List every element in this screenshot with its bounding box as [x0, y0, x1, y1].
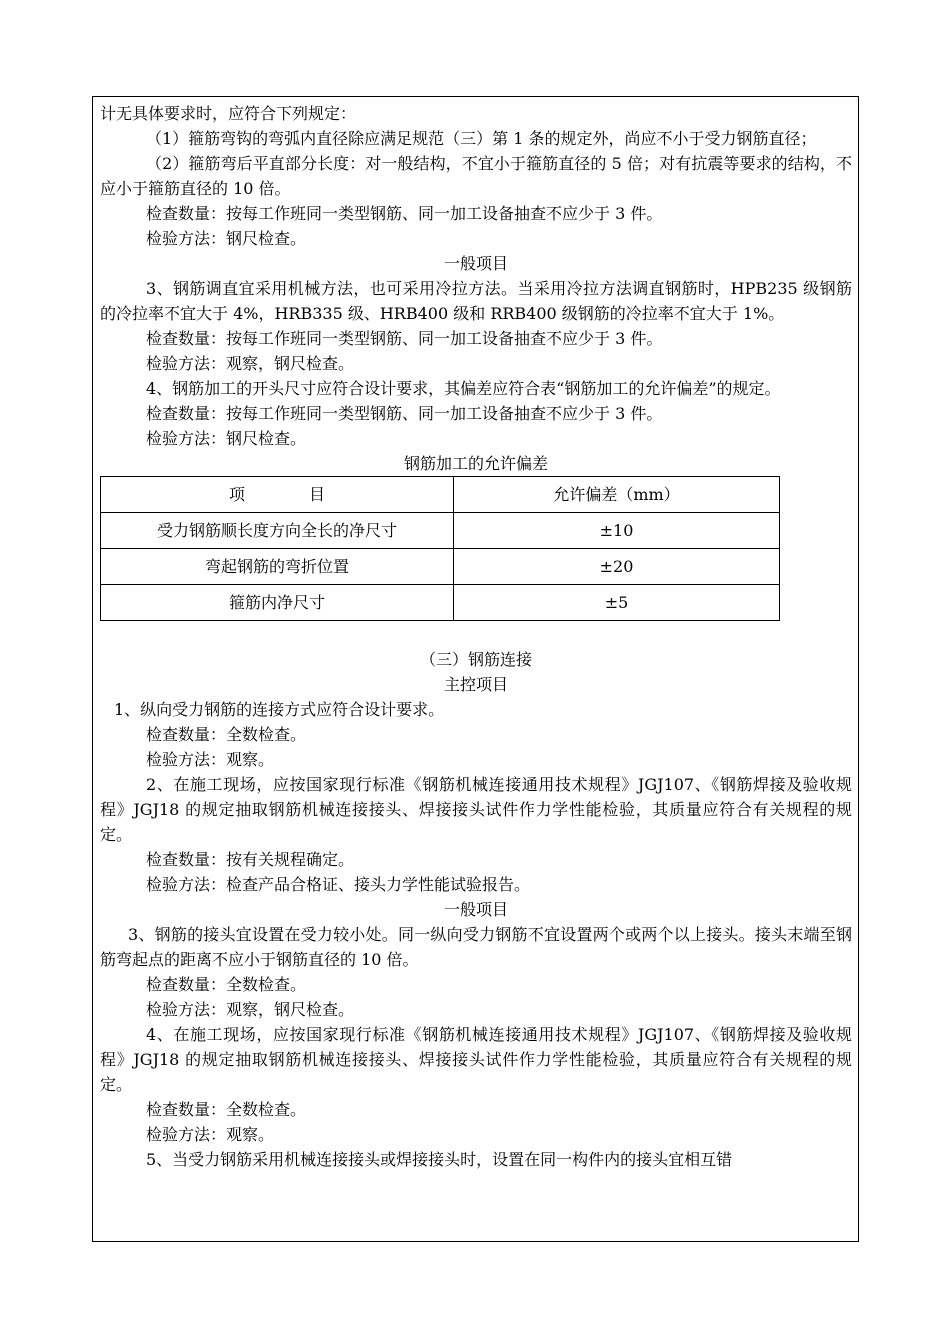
section-heading: 一般项目: [443, 254, 508, 273]
spacer: [100, 621, 852, 647]
paragraph: 检查数量：全数检查。: [146, 725, 307, 744]
table-cell: 弯起钢筋的弯折位置: [101, 549, 454, 585]
table-row: [101, 585, 780, 621]
section-heading: 主控项目: [443, 675, 508, 694]
table-header-cell: 项 目: [101, 477, 454, 513]
paragraph: 检验方法：钢尺检查。: [146, 429, 307, 448]
paragraph: 检验方法：观察。: [146, 1125, 275, 1144]
paragraph: 1、纵向受力钢筋的连接方式应符合设计要求。: [114, 700, 445, 719]
paragraph: 检验方法：钢尺检查。: [146, 229, 307, 248]
section-heading: （三）钢筋连接: [419, 650, 532, 669]
paragraph: 检验方法：观察，钢尺检查。: [146, 1000, 355, 1019]
paragraph: 5、当受力钢筋采用机械连接接头或焊接接头时，设置在同一构件内的接头宜相互错: [146, 1150, 733, 1169]
deviation-table: [100, 476, 780, 621]
paragraph: 检查数量：按每工作班同一类型钢筋、同一加工设备抽查不应少于 3 件。: [146, 204, 663, 223]
paragraph: 4、在施工现场，应按国家现行标准《钢筋机械连接通用技术规程》JGJ107、《钢筋焊接及验收规程》JGJ18 的规定抽取钢筋机械连接接头、焊接接头试件作力学性能检验，其质量应符合有关规程的规定。: [100, 1025, 852, 1094]
paragraph: 检查数量：全数检查。: [146, 975, 307, 994]
table-cell: 受力钢筋顺长度方向全长的净尺寸: [101, 513, 454, 549]
paragraph: （1）箍筋弯钩的弯弧内直径除应满足规范（三）第 1 条的规定外，尚应不小于受力钢筋直径；: [146, 129, 817, 148]
table-header-cell: 允许偏差（mm）: [454, 477, 780, 513]
paragraph: 检查数量：按每工作班同一类型钢筋、同一加工设备抽查不应少于 3 件。: [146, 329, 663, 348]
paragraph: 3、钢筋的接头宜设置在受力较小处。同一纵向受力钢筋不宜设置两个或两个以上接头。接头末端至钢筋弯起点的距离不应小于钢筋直径的 10 倍。: [100, 925, 852, 969]
table-row: [101, 513, 780, 549]
paragraph: （2）箍筋弯后平直部分长度：对一般结构，不宜小于箍筋直径的 5 倍；对有抗震等要求的结构，不应小于箍筋直径的 10 倍。: [100, 154, 852, 198]
paragraph: 2、在施工现场，应按国家现行标准《钢筋机械连接通用技术规程》JGJ107、《钢筋焊接及验收规程》JGJ18 的规定抽取钢筋机械连接接头、焊接接头试件作力学性能检验，其质量应符合有关规程的规定。: [100, 775, 852, 844]
paragraph: 检查数量：按每工作班同一类型钢筋、同一加工设备抽查不应少于 3 件。: [146, 404, 663, 423]
document-body: [100, 101, 852, 1172]
paragraph: 检查数量：全数检查。: [146, 1100, 307, 1119]
paragraph: 检查数量：按有关规程确定。: [146, 850, 355, 869]
table-title: 钢筋加工的允许偏差: [403, 454, 548, 473]
table-header-row: [101, 477, 780, 513]
table-cell: 箍筋内净尺寸: [101, 585, 454, 621]
paragraph: 检验方法：观察，钢尺检查。: [146, 354, 355, 373]
paragraph: 计无具体要求时，应符合下列规定：: [100, 104, 357, 123]
paragraph: 检验方法：检查产品合格证、接头力学性能试验报告。: [146, 875, 531, 894]
paragraph: 4、钢筋加工的开头尺寸应符合设计要求，其偏差应符合表“钢筋加工的允许偏差”的规定。: [146, 379, 781, 398]
table-cell: ±20: [454, 549, 780, 585]
section-heading: 一般项目: [443, 900, 508, 919]
paragraph: 3、钢筋调直宜采用机械方法，也可采用冷拉方法。当采用冷拉方法调直钢筋时，HPB235 级钢筋的冷拉率不宜大于 4%，HRB335 级、HRB400 级和 RRB400 级钢筋的冷拉率不宜大于 1%。: [100, 279, 852, 323]
paragraph: 检验方法：观察。: [146, 750, 275, 769]
table-cell: ±10: [454, 513, 780, 549]
table-cell: ±5: [454, 585, 780, 621]
table-row: [101, 549, 780, 585]
